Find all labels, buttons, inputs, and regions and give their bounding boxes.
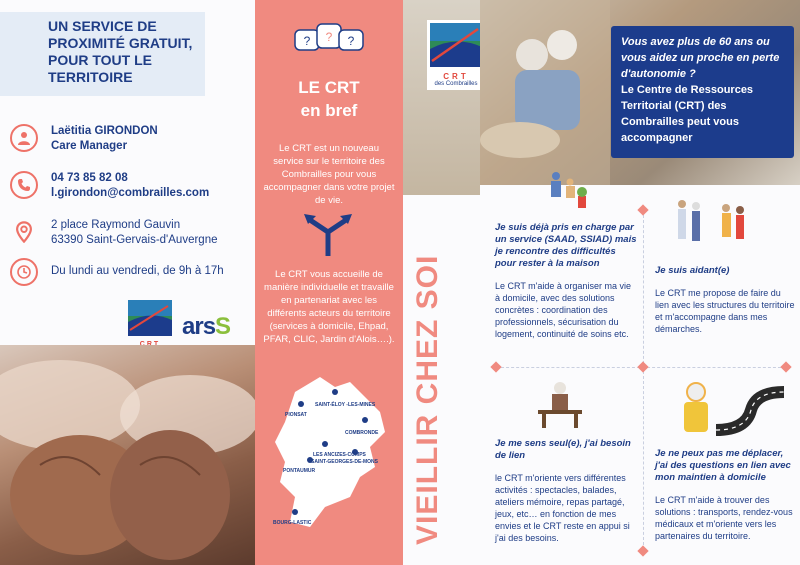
svg-text:?: ? (303, 34, 311, 48)
situation-card-2 (655, 265, 795, 335)
body-text: Le CRT vous accueille de manière individuelle et travaille en partenariat avec les différents acteurs du territoire (services à domicile, Ehpad, PFAR, CLIC, Jardin d'Alois….). (263, 269, 395, 345)
contact-hours (10, 258, 224, 286)
person-icon (10, 124, 38, 152)
map-label: PONTAUMUR (283, 468, 316, 474)
map-label: LES ANCIZES-COMPS (313, 452, 366, 458)
situation-heading: Je suis déjà pris en charge par un service (SAAD, SSIAD) mais je rencontre des difficultés pour rester à la maison (495, 222, 637, 269)
situation-body: Le CRT m'aide à trouver des solutions : transports, rendez-vous médicaux et m'oriente vers les partenaires du territoire. (655, 495, 793, 541)
panel-title (255, 76, 403, 122)
contact-person (10, 124, 158, 154)
situation-card-3 (495, 438, 638, 544)
territory-map (265, 372, 397, 537)
map-label: PIONSAT (285, 412, 307, 418)
grid-divider-vertical (643, 210, 644, 550)
vertical-title: VIEILLIR CHEZ SOI (411, 254, 444, 545)
contact-name: Laëtitia GIRONDON (51, 125, 158, 137)
intro-box (611, 26, 794, 158)
location-pin-icon (10, 218, 38, 246)
address-line-1: 2 place Raymond Gauvin (51, 219, 181, 231)
caregivers-group-icon (672, 198, 752, 255)
contact-role: Care Manager (51, 140, 128, 152)
intro-text: Le CRT est un nouveau service sur le territoire des Combrailles pour vous accompagner dans votre projet de vie. (263, 143, 395, 206)
crt-logo-large-text: CRT (443, 72, 469, 81)
situation-body: Le CRT me propose de faire du lien avec les structures du territoire et m'accompagne dans mes démarches. (655, 288, 795, 334)
intro-question: Vous avez plus de 60 ans ou vous aidez un proche en perte d'autonomie ? (621, 36, 780, 80)
map-label: SAINT-GEORGES-DE-MONS (311, 459, 378, 465)
lonely-person-icon (532, 378, 588, 435)
intro-answer: Le Centre de Ressources Territorial (CRT) des Combrailles peut vous accompagner (621, 84, 754, 144)
phone-number[interactable]: 04 73 85 82 08 (51, 172, 128, 184)
crt-summary-panel (255, 0, 403, 565)
situation-heading: Je ne peux pas me déplacer, j'ai des questions en lien avec mon maintien à domicile (655, 448, 791, 483)
contact-phone-email (10, 171, 209, 201)
opening-hours: Du lundi au vendredi, de 9h à 17h (51, 265, 224, 277)
situation-card-4 (655, 448, 797, 542)
crt-logo-large (427, 20, 485, 90)
situation-heading: Je suis aidant(e) (655, 265, 730, 276)
svg-text:?: ? (347, 34, 355, 48)
title-line-1: LE CRT (298, 78, 360, 97)
situation-body: le CRT m'oriente vers différentes activités : spectacles, balades, ateliers mémoire, repas partagé, jeux, etc… en fonction de mes envies et le CRT reste en appui si j'ai des besoins. (495, 473, 630, 543)
map-label: COMBRONDE (345, 430, 379, 436)
clock-icon (10, 258, 38, 286)
map-label: SAINT-ÉLOY -LES-MINES (315, 402, 376, 408)
road-icon (676, 380, 786, 441)
contact-address (10, 218, 218, 248)
situation-heading: Je me sens seul(e), j'ai besoin de lien (495, 438, 631, 461)
address-line-2: 63390 Saint-Gervais-d'Auvergne (51, 234, 218, 246)
caregiver-icon (540, 170, 590, 219)
svg-text:?: ? (325, 30, 333, 44)
email-address[interactable]: l.girondon@combrailles.com (51, 187, 210, 199)
map-label: BOURG-LASTIC (273, 520, 312, 526)
ars-logo: arsS (182, 313, 231, 340)
title-line-2: en bref (300, 101, 358, 120)
situation-card-1 (495, 222, 638, 340)
speech-bubbles-icon (293, 22, 365, 67)
headline: UN SERVICE DE PROXIMITÉ GRATUIT, POUR TOUT LE TERRITOIRE (0, 12, 205, 96)
phone-icon (10, 171, 38, 199)
ars-logo-text: ars (182, 313, 216, 340)
crt-logo-large-subtext: des Combrailles (434, 81, 478, 87)
situation-body: Le CRT m'aide à organiser ma vie à domicile, avec des solutions concrètes : coordination des professionnels, sécurisation du logement, continuité de soins etc. (495, 281, 631, 339)
hands-photo (0, 345, 255, 565)
direction-arrows-icon (300, 210, 356, 263)
contact-panel (0, 0, 255, 565)
